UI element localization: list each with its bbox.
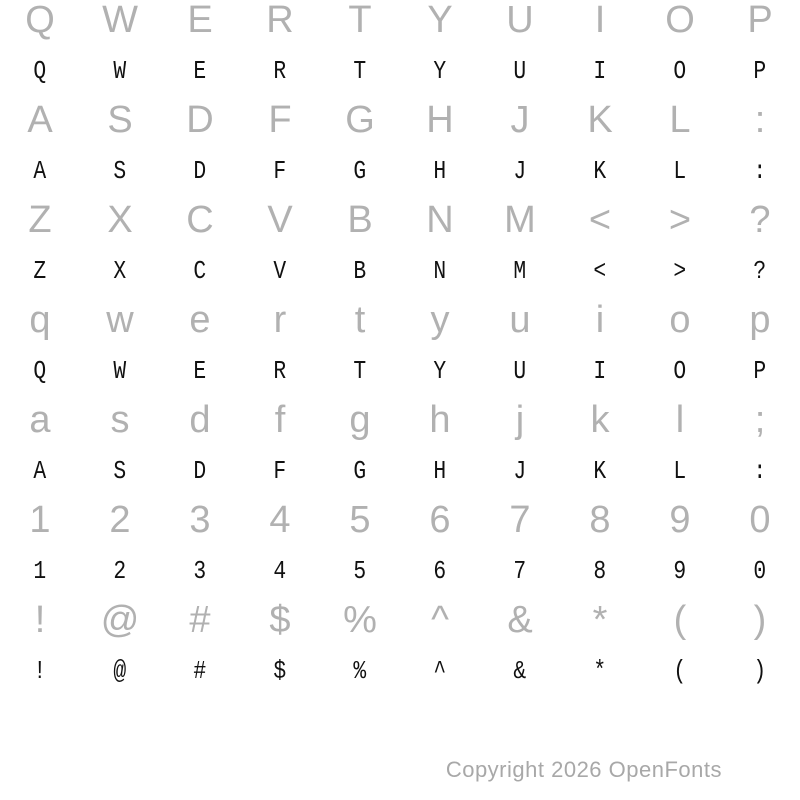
guide-glyph: I [594,0,606,41]
preview-glyph: Y [433,356,447,386]
guide-glyph: d [189,399,211,441]
guide-glyph: o [669,299,691,341]
guide-glyph: a [29,399,51,441]
preview-glyph: : [753,456,767,486]
guide-glyph: ! [34,599,46,641]
guide-glyph: O [665,0,695,41]
guide-glyph: E [187,0,213,41]
guide-glyph: G [345,99,375,141]
glyph-row-pair [0,500,800,600]
guide-row [0,100,800,140]
guide-glyph: Z [28,199,52,241]
preview-glyph: S [113,456,127,486]
guide-row [0,0,800,40]
preview-glyph: @ [113,656,127,686]
preview-glyph: A [33,156,47,186]
copyright-text: Copyright 2026 OpenFonts [445,757,722,782]
preview-glyph: H [433,456,447,486]
preview-glyph: U [513,56,527,86]
preview-glyph: 0 [753,556,767,586]
guide-glyph: D [186,99,214,141]
guide-glyph: % [343,599,377,641]
guide-glyph: p [749,299,771,341]
preview-glyph: 9 [673,556,687,586]
preview-glyph: Q [33,56,47,86]
guide-glyph: W [102,0,138,41]
glyph-row-pair [0,200,800,300]
preview-glyph: K [593,456,607,486]
guide-glyph: q [29,299,51,341]
guide-glyph: ? [749,199,771,241]
preview-row [0,246,800,296]
preview-glyph: P [753,56,767,86]
guide-glyph: 1 [29,499,51,541]
guide-glyph: $ [269,599,291,641]
preview-glyph: A [33,456,47,486]
guide-glyph: ; [754,399,766,441]
preview-glyph: ( [673,656,687,686]
glyph-row-pair [0,600,800,700]
glyph-row-pair [0,300,800,400]
preview-glyph: 6 [433,556,447,586]
preview-glyph: 4 [273,556,287,586]
guide-glyph: J [510,99,530,141]
guide-glyph: 7 [509,499,531,541]
guide-glyph: @ [100,599,140,641]
preview-glyph: G [353,456,367,486]
guide-glyph: ) [753,599,767,641]
preview-glyph: R [273,56,287,86]
guide-glyph: h [429,399,451,441]
preview-glyph: G [353,156,367,186]
preview-glyph: D [193,156,207,186]
preview-glyph: H [433,156,447,186]
preview-row [0,546,800,596]
guide-glyph: : [754,99,766,141]
guide-glyph: & [507,599,533,641]
guide-glyph: t [354,299,366,341]
preview-glyph: L [673,156,687,186]
preview-glyph: B [353,256,367,286]
glyph-row-pair [0,100,800,200]
preview-glyph: D [193,456,207,486]
preview-glyph: & [513,656,527,686]
preview-row [0,146,800,196]
preview-glyph: X [113,256,127,286]
preview-glyph: 5 [353,556,367,586]
guide-glyph: ^ [431,599,449,641]
glyph-row-pair [0,0,800,100]
guide-glyph: K [587,99,613,141]
guide-glyph: 4 [269,499,291,541]
guide-glyph: F [268,99,292,141]
preview-glyph: ^ [433,656,447,686]
preview-glyph: E [193,56,207,86]
guide-glyph: N [426,199,454,241]
preview-glyph: 1 [33,556,47,586]
preview-glyph: # [193,656,207,686]
guide-glyph: T [348,0,372,41]
preview-glyph: * [593,656,607,686]
guide-row [0,600,800,640]
guide-glyph: X [107,199,133,241]
guide-glyph: P [747,0,773,41]
preview-glyph: F [273,456,287,486]
preview-glyph: J [513,456,527,486]
guide-glyph: < [588,199,612,241]
guide-glyph: B [347,199,373,241]
preview-glyph: Y [433,56,447,86]
guide-glyph: r [273,299,287,341]
guide-glyph: ( [673,599,687,641]
preview-glyph: I [593,56,607,86]
guide-glyph: R [266,0,294,41]
guide-row [0,400,800,440]
guide-glyph: 0 [749,499,771,541]
preview-glyph: $ [273,656,287,686]
guide-glyph: H [426,99,454,141]
preview-glyph: Q [33,356,47,386]
guide-glyph: Y [427,0,453,41]
guide-glyph: 9 [669,499,691,541]
preview-glyph: V [273,256,287,286]
guide-glyph: > [668,199,692,241]
guide-glyph: k [590,399,610,441]
guide-row [0,200,800,240]
guide-row [0,500,800,540]
preview-glyph: S [113,156,127,186]
preview-glyph: ? [753,256,767,286]
guide-glyph: S [107,99,133,141]
guide-glyph: M [504,199,536,241]
preview-glyph: W [113,356,127,386]
preview-row [0,446,800,496]
preview-glyph: W [113,56,127,86]
guide-glyph: l [675,399,685,441]
preview-glyph: O [673,356,687,386]
guide-glyph: 8 [589,499,611,541]
guide-glyph: U [506,0,534,41]
preview-glyph: K [593,156,607,186]
preview-glyph: L [673,456,687,486]
guide-glyph: f [274,399,286,441]
preview-glyph: > [673,256,687,286]
guide-glyph: # [189,599,211,641]
guide-glyph: 5 [349,499,371,541]
guide-glyph: w [106,299,134,341]
preview-glyph: E [193,356,207,386]
preview-glyph: O [673,56,687,86]
preview-glyph: P [753,356,767,386]
guide-glyph: Q [25,0,55,41]
guide-glyph: s [110,399,130,441]
preview-glyph: 7 [513,556,527,586]
glyph-row-pair [0,400,800,500]
guide-glyph: e [189,299,211,341]
preview-glyph: Z [33,256,47,286]
preview-row [0,46,800,96]
preview-glyph: R [273,356,287,386]
guide-glyph: i [595,299,605,341]
preview-glyph: 8 [593,556,607,586]
guide-glyph: g [349,399,371,441]
guide-glyph: u [509,299,531,341]
preview-glyph: F [273,156,287,186]
guide-glyph: 6 [429,499,451,541]
preview-glyph: M [513,256,527,286]
preview-glyph: U [513,356,527,386]
preview-row [0,646,800,696]
preview-row [0,346,800,396]
preview-glyph: J [513,156,527,186]
preview-glyph: C [193,256,207,286]
guide-glyph: C [186,199,214,241]
guide-glyph: L [669,99,691,141]
preview-glyph: T [353,356,367,386]
preview-glyph: N [433,256,447,286]
preview-glyph: ! [33,656,47,686]
preview-glyph: < [593,256,607,286]
preview-glyph: % [353,656,367,686]
preview-glyph: : [753,156,767,186]
guide-glyph: j [515,399,525,441]
preview-glyph: ) [753,656,767,686]
guide-glyph: V [267,199,293,241]
guide-glyph: y [430,299,450,341]
guide-row [0,300,800,340]
guide-glyph: A [27,99,53,141]
preview-glyph: T [353,56,367,86]
guide-glyph: 2 [109,499,131,541]
guide-glyph: 3 [189,499,211,541]
preview-glyph: 2 [113,556,127,586]
guide-glyph: * [592,599,608,641]
preview-glyph: I [593,356,607,386]
preview-glyph: 3 [193,556,207,586]
